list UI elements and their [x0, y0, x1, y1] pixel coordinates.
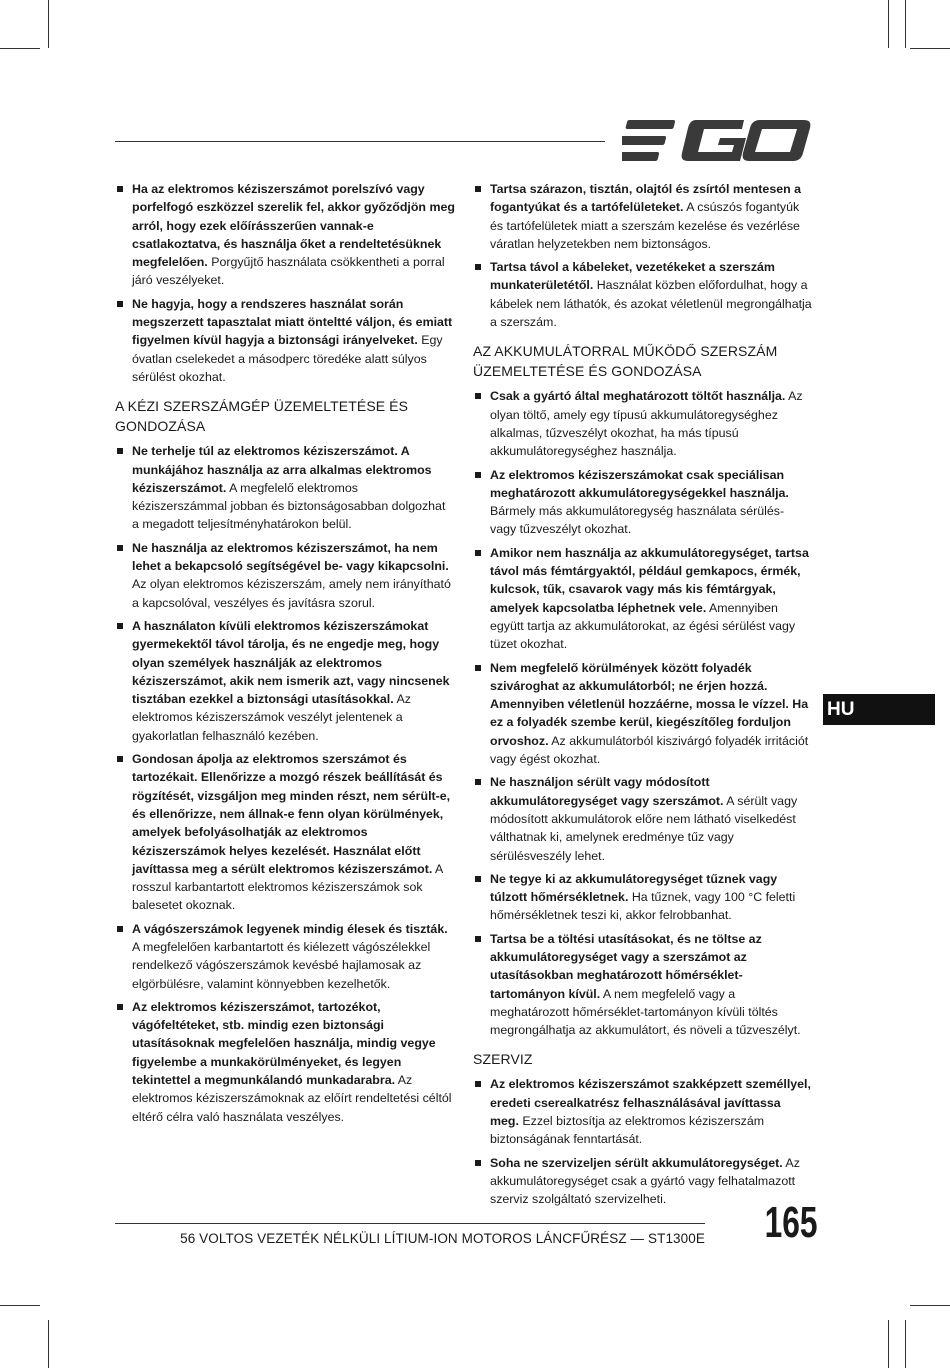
- list-item: [115, 617, 455, 745]
- crop-mark: [905, 1320, 906, 1368]
- item-bold: Ne hagyja, hogy a rendszeres használat során megszerzett tapasztalat miatt önteltté váljon, és emiatt figyelmen kívül hagyja a biztonsági irányelveket.: [132, 296, 453, 348]
- item-bold: Ne használja az elektromos kéziszerszámot, ha nem lehet a bekapcsoló segítségével be- vagy kikapcsolni.: [132, 540, 449, 574]
- item-text: A nem megfelelő vagy a meghatározott hőmérséklet-tartományon kívüli töltés megrongálhatja az akkumulátort, és növeli a tűzveszélyt.: [490, 986, 801, 1038]
- item-text: A megfelelő elektromos kéziszerszámmal jobban és biztonságosabban dolgozhat a megadott teljesítményhatárokon belül.: [132, 480, 446, 532]
- item-text: A sérült vagy módosított akkumulátorok előre nem látható viselkedést válthatnak ki, amelynek eredménye tűz vagy sérülésveszély lehet.: [490, 793, 798, 863]
- header-rule: [115, 141, 605, 142]
- list-item: [473, 659, 813, 769]
- bullet-list: [115, 180, 455, 386]
- item-bold: Az elektromos kéziszerszámot szakképzett személlyel, eredeti cserealkatrész felhasználásával javíttassa meg.: [490, 1077, 811, 1129]
- list-item: [473, 773, 813, 864]
- list-item: [473, 387, 813, 460]
- list-item: [115, 295, 455, 386]
- item-text: Használat közben előfordulhat, hogy a kábelek nem láthatók, és azokat véletlenül megrongálhatja a szerszám.: [490, 278, 812, 330]
- page-number: 165: [764, 1198, 818, 1247]
- item-bold: Soha ne szervizeljen sérült akkumulátoregységet.: [490, 1155, 783, 1170]
- item-bold: Gondosan ápolja az elektromos szerszámot és tartozékait. Ellenőrizze a mozgó részek beállítását és rögzítését, vizsgáljon meg minden részt, nem sérült-e, és ellenőrizze, nem állnak-e fenn olyan körülmények, amelyek befolyásolhatják az elektromos kéziszerszámok helyes kezelését. Használat előtt javíttassa meg a sérült elektromos kéziszerszámot.: [132, 752, 451, 876]
- item-text: Ha tűznek, vagy 100 °C feletti hőmérsékletnek teszi ki, akkor felrobbanhat.: [490, 890, 796, 923]
- item-bold: Tartsa szárazon, tisztán, olajtól és zsírtól mentesen a fogantyúkat és a tartófelületeket.: [490, 182, 802, 215]
- item-bold: Ha az elektromos kéziszerszámot porelszívó vagy porfelfogó eszközzel szerelik fel, akkor győződjön meg arról, hogy ezek előírásszerűen vannak-e csatlakoztatva, és használja őket a rendeltetésüknek megfelelően.: [132, 182, 455, 270]
- bullet-list: [473, 387, 813, 1039]
- crop-mark: [48, 1320, 49, 1368]
- item-bold: Tartsa távol a kábeleket, vezetékeket a szerszám munkaterületétől.: [490, 260, 775, 293]
- item-text: Az akkumulátorból kiszivárgó folyadék irritációt vagy égést okozhat.: [490, 733, 809, 767]
- item-bold: Ne terhelje túl az elektromos kéziszerszámot. A munkájához használja az arra alkalmas elektromos kéziszerszámot.: [132, 444, 432, 495]
- list-item: [115, 998, 455, 1126]
- item-bold: Nem megfelelő körülmények között folyadék szivároghat az akkumulátorból; ne érjen hozzá. Amennyiben véletlenül hozzáérne, mossa le vízzel. Ha ez a folyadék szembe kerül, kiegészítőleg forduljon orvoshoz.: [490, 660, 809, 748]
- item-text: Amennyiben együtt tartja az akkumulátorokat, az égési sérülést vagy tüzet okozhat.: [490, 600, 796, 652]
- item-text: Porgyűjtő használata csökkentheti a porral járó veszélyeket.: [132, 255, 445, 288]
- item-bold: Amikor nem használja az akkumulátoregységet, tartsa távol más fémtárgyaktól, például gemkapocs, érmék, kulcsok, tűk, csavarok vagy más kis fémtárgyak, amelyek kapcsolatba léphetnek vele.: [490, 545, 809, 615]
- crop-mark: [0, 48, 40, 49]
- item-text: A csúszós fogantyúk és tartófelületek miatt a szerszám kezelése és vezérlése váratlan helyzetekben nem biztonságos.: [490, 200, 800, 251]
- list-item: [473, 930, 813, 1040]
- list-item: [115, 750, 455, 915]
- crop-mark: [48, 0, 49, 48]
- list-item: [473, 180, 813, 253]
- crop-mark: [910, 1305, 950, 1306]
- item-text: Bármely más akkumulátoregység használata sérülés- vagy tűzveszélyt okozhat.: [490, 504, 785, 537]
- item-text: A rosszul karbantartott elektromos kéziszerszámok sok balesetet okoznak.: [132, 861, 443, 913]
- item-bold: A vágószerszámok legyenek mindig élesek és tiszták.: [132, 921, 448, 936]
- right-column: [473, 180, 813, 1214]
- list-item: [473, 870, 813, 925]
- item-text: Az elektromos kéziszerszámok veszélyt jelentenek a gyakorlatlan felhasználó kezében.: [132, 692, 411, 743]
- section-title: A KÉZI SZERSZÁMGÉP ÜZEMELTETÉSE ÉS GONDOZÁSA: [115, 398, 409, 435]
- item-text: Ezzel biztosítja az elektromos kéziszerszám biztonságának fenntartását.: [490, 1114, 765, 1147]
- bullet-list: [473, 180, 813, 331]
- item-text: Az akkumulátoregységet csak a gyártó vagy felhatalmazott szerviz szolgáltató szervizelheti.: [490, 1155, 800, 1207]
- crop-mark: [910, 48, 950, 49]
- crop-mark: [905, 0, 906, 48]
- list-item: [115, 920, 455, 993]
- list-item: [115, 180, 455, 290]
- item-bold: Tartsa be a töltési utasításokat, és ne töltse az akkumulátoregységet vagy a szerszámot az utasításokban meghatározott hőmérséklet-tartományon kívül.: [490, 931, 762, 1001]
- list-item: [473, 1075, 813, 1148]
- item-bold: Az elektromos kéziszerszámokat csak speciálisan meghatározott akkumulátoregységekkel használja.: [490, 467, 789, 500]
- item-bold: Ne tegye ki az akkumulátoregységet tűznek vagy túlzott hőmérsékletnek.: [490, 871, 778, 905]
- ego-logo: [622, 118, 812, 164]
- crop-mark: [888, 1320, 889, 1368]
- bullet-list: [115, 442, 455, 1126]
- crop-mark: [888, 0, 889, 48]
- list-item: [473, 466, 813, 539]
- list-item: [115, 539, 455, 612]
- service-title: SZERVIZ: [473, 1051, 533, 1068]
- item-text: Egy óvatlan cselekedet a másodperc töredéke alatt súlyos sérülést okozhat.: [132, 333, 443, 384]
- footer-rule: [115, 1223, 705, 1224]
- bullet-list: [473, 1075, 813, 1208]
- language-tab: HU: [823, 694, 935, 725]
- item-bold: Ne használjon sérült vagy módosított akkumulátoregységet vagy szerszámot.: [490, 775, 724, 808]
- list-item: [473, 258, 813, 331]
- item-text: A megfelelően karbantartott és kiélezett vágószélekkel rendelkező vágószerszámok kevésbé hajlamosak az elgörbülésre, valamint könnyebben kezelhetők.: [132, 939, 431, 991]
- list-item: [473, 544, 813, 654]
- item-text: Az elektromos kéziszerszámoknak az előírt rendeltetési céltól eltérő célra való használata veszélyes.: [132, 1073, 452, 1124]
- item-bold: A használaton kívüli elektromos kéziszerszámokat gyermekektől távol tárolja, és ne engedje meg, hogy olyan személyek használják az elektromos kéziszerszámot, akik nem ismerik azt, vagy nincsenek tisztában ezekkel a biztonsági utasításokkal.: [132, 618, 450, 707]
- item-text: Az olyan töltő, amely egy típusú akkumulátoregységhez alkalmas, tűzveszélyt okozhat, ha más típusú akkumulátoregységhez használja.: [490, 389, 803, 459]
- item-bold: Az elektromos kéziszerszámot, tartozékot, vágófeltéteket, stb. mindig ezen biztonsági utasításoknak megfelelően használja, mindig vegye figyelembe a munkakörülményeket, és legyen tekintettel a megmunkálandó munkadarabra.: [132, 999, 436, 1088]
- crop-mark: [0, 1305, 40, 1306]
- footer-title: 56 VOLTOS VEZETÉK NÉLKÜLI LÍTIUM-ION MOTOROS LÁNCFŰRÉSZ — ST1300E: [180, 1231, 705, 1246]
- list-item: [473, 1154, 813, 1209]
- list-item: [115, 442, 455, 533]
- item-text: Az olyan elektromos kéziszerszám, amely nem irányítható a kapcsolóval, veszélyes és javításra szorul.: [132, 577, 451, 610]
- section-title: AZ AKKUMULÁTORRAL MŰKÖDŐ SZERSZÁM ÜZEMELTETÉSE ÉS GONDOZÁSA: [473, 343, 778, 380]
- item-bold: Csak a gyártó által meghatározott töltőt használja.: [490, 389, 786, 404]
- left-column: [115, 180, 455, 1131]
